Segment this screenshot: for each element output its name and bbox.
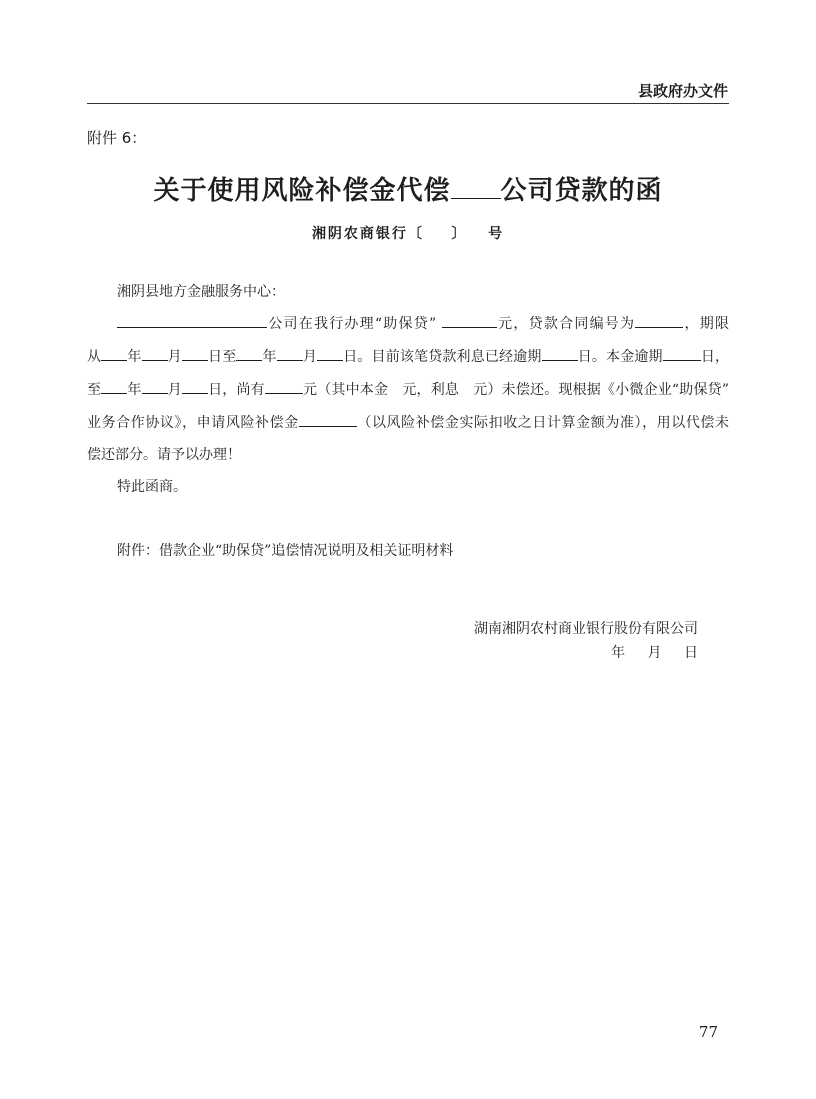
body-line-1: 公司在我行办理“助保贷” 元，贷款合同编号为 ，期限: [87, 313, 729, 333]
closing-text: 特此函商。: [117, 479, 187, 495]
number-bracket-close: 〕: [451, 226, 468, 242]
header-divider: [87, 103, 729, 104]
contract-no-blank: [635, 313, 683, 328]
attachment-note: 附件：借款企业“助保贷”追偿情况说明及相关证明材料: [117, 543, 454, 559]
amount-blank: [442, 313, 497, 328]
title-blank: [451, 176, 501, 199]
header-title: 县政府办文件: [637, 82, 728, 100]
document-title: [0, 170, 816, 207]
body-line-5: 偿还部分。请予以办理！: [87, 447, 241, 463]
company-blank: [117, 313, 267, 328]
salutation: 湘阴县地方金融服务中心：: [117, 284, 285, 300]
signer-organization: 湖南湘阴农村商业银行股份有限公司: [474, 621, 698, 637]
page-number: 77: [698, 1023, 718, 1041]
body-line-4: 业务合作协议》，申请风险补偿金 （以风险补偿金实际扣收之日计算金额为准），用以代偿未: [87, 412, 729, 432]
number-prefix: 湘阴农商银行〔: [311, 226, 424, 242]
title-part1: 关于使用风险补偿金代偿: [153, 176, 451, 206]
signature-date: 年 月 日: [611, 645, 698, 661]
attachment-label: 附件 6：: [87, 129, 147, 147]
body-line-2: 从 年 月 日至 年 月 日。目前该笔贷款利息已经逾期 日。本金逾期 日，: [87, 346, 729, 366]
body-line-3: 至 年 月 日，尚有 元（其中本金 元，利息 元）未偿还。现根据《小微企业“助保贷”: [87, 379, 729, 399]
number-suffix: 号: [488, 226, 505, 242]
title-part2: 公司贷款的函: [500, 176, 663, 206]
document-number: [0, 223, 816, 243]
